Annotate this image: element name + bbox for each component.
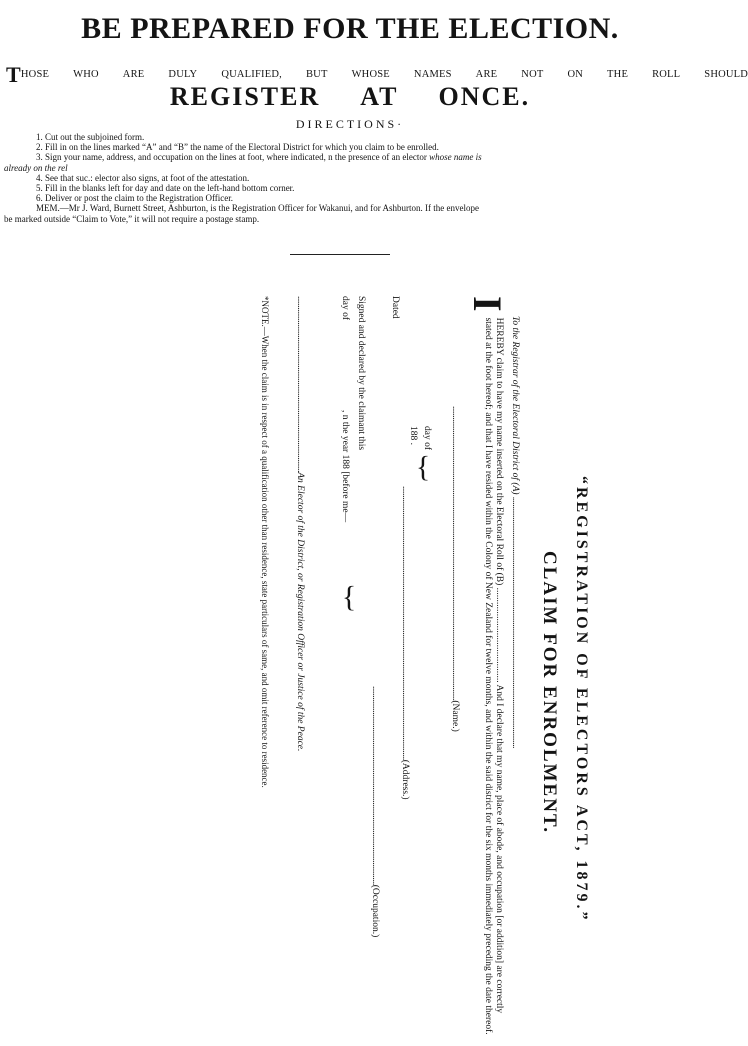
occupation-blank[interactable]: .......................................................................................................... xyxy=(370,686,380,885)
elector-line xyxy=(295,296,305,751)
direction-item: 2. Fill in on the lines marked “A” and “B” the name of the Electoral District for which you claim to be enrolled. xyxy=(36,142,439,153)
occupation-label: (Occupation.) xyxy=(370,884,380,938)
memo-line: MEM.—Mr J. Ward, Burnett Street, Ashburton, is the Registration Officer for Wakanui, and for Ashburton. If the envelope xyxy=(36,203,479,214)
district-a-blank[interactable]: ...................................................................................................................................... xyxy=(510,496,520,749)
dated-label: Dated xyxy=(390,296,400,319)
subline-word: ARE xyxy=(475,69,498,80)
subline-word: NOT xyxy=(521,69,544,80)
register-word: ONCE. xyxy=(438,82,531,111)
subline-word: WHO xyxy=(73,69,99,80)
subline-word: SHOULD xyxy=(704,69,748,80)
direction-item: 1. Cut out the subjoined form. xyxy=(36,132,145,142)
direction-item: 6. Deliver or post the claim to the Registration Officer. xyxy=(36,193,234,204)
elector-text: An Elector of the District, or Registration Officer or Justice of the Peace. xyxy=(295,472,305,752)
directions-title: DIRECTIONS· xyxy=(295,117,405,131)
signed-line-2 xyxy=(340,296,350,522)
form-note: *NOTE.—When the claim is in respect of a qualification other than residence, state particulars of same, and omit reference to residence. xyxy=(260,296,270,788)
register-heading xyxy=(0,82,700,112)
form-title-claim: CLAIM FOR ENROLMENT. xyxy=(539,551,560,834)
brace-signed: } xyxy=(341,583,357,617)
direction-text: 3. Sign your name, address, and occupation on the lines at foot, where indicated, n the presence of an elector xyxy=(36,152,427,163)
form-body xyxy=(465,296,510,1036)
subline-initial: T xyxy=(6,62,21,87)
subline-word: QUALIFIED, xyxy=(221,69,282,80)
signed-day-of: day of xyxy=(340,296,350,321)
name-line xyxy=(450,406,460,732)
register-word: AT xyxy=(360,82,399,111)
subline-word: THE xyxy=(607,69,629,80)
brace-dated: } xyxy=(415,453,431,487)
address-blank[interactable]: .................................................................................................................................................. xyxy=(400,486,410,760)
subline-word: WHOSE xyxy=(351,69,390,80)
day-of-label: day of xyxy=(422,426,432,451)
register-word: REGISTER xyxy=(169,82,321,111)
signed-year: , n the year 188 [before me— xyxy=(340,410,350,523)
direction-item: 5. Fill in the blanks left for day and date on the left-hand bottom corner. xyxy=(36,183,295,194)
elector-blank[interactable]: .............................................................................................. xyxy=(295,296,305,473)
year-label: 188 . xyxy=(408,426,418,445)
subline-word: BUT xyxy=(305,69,328,80)
name-blank[interactable]: ............................................................................................................................................................. xyxy=(450,406,460,701)
address-label: (Address.) xyxy=(400,759,410,800)
form-declaration: HEREBY claim to have my name inserted on the Electoral Roll of (B) ........................................ And I declare that my name, place of abode, and occupation [or addition] are correctly stated at the foot hereof; and that I have resided within the Colony of New Zealand for twelve months, and within the said district for the six months immediately preceding the date thereof. xyxy=(483,317,504,1035)
direction-continuation: already on the rel xyxy=(4,162,68,173)
address-line xyxy=(400,486,410,800)
direction-item: 4. See that suc.: elector also signs, at foot of the attestation. xyxy=(36,172,250,183)
form-title-act: “REGISTRATION OF ELECTORS ACT, 1879.” xyxy=(573,476,590,923)
drop-cap: I xyxy=(465,296,510,312)
subline-word: ON xyxy=(567,69,584,80)
directions-list xyxy=(0,132,700,224)
direction-italic: whose name is xyxy=(429,152,482,163)
occupation-line xyxy=(370,686,380,937)
subline-word: DULY xyxy=(168,69,198,80)
divider-rule xyxy=(290,254,390,255)
form-to-registrar xyxy=(510,316,520,748)
direction-item xyxy=(0,152,700,162)
name-label: (Name.) xyxy=(450,700,460,732)
signed-line-1: Signed and declared by the claimant this xyxy=(356,296,366,451)
headline: BE PREPARED FOR THE ELECTION. xyxy=(81,12,619,45)
subline-word: HOSE xyxy=(20,69,50,80)
to-registrar-text: To the Registrar of the Electoral District of (A) xyxy=(510,316,520,495)
subline-word: NAMES xyxy=(413,69,452,80)
subline-word: ROLL xyxy=(652,69,681,80)
memo-continuation: be marked outside “Claim to Vote,” it will not require a postage stamp. xyxy=(4,213,260,224)
subline-word: ARE xyxy=(122,69,145,80)
claim-form xyxy=(100,286,700,1046)
